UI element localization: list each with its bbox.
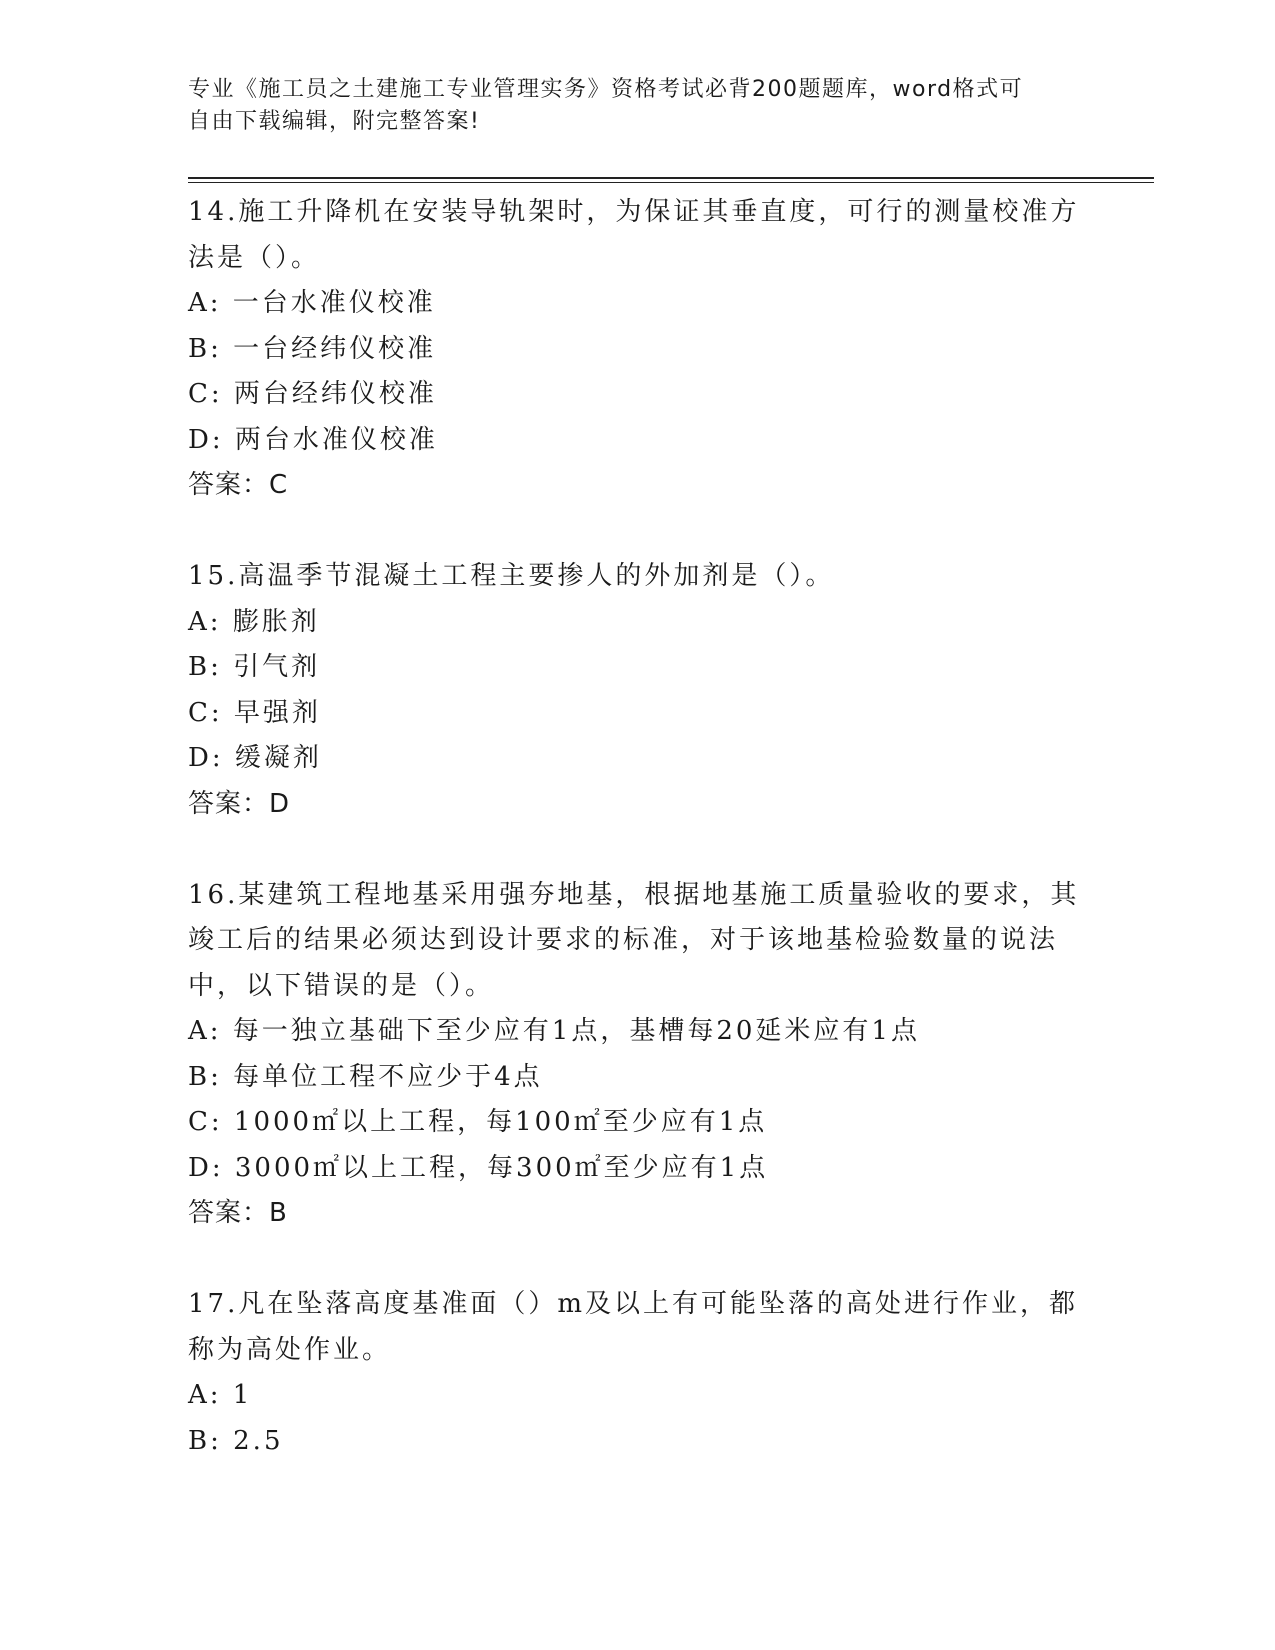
question-list: [188, 190, 1088, 1464]
question-16: [188, 873, 1088, 1237]
option-a: A: 膨胀剂: [188, 606, 320, 637]
option-d: D: 两台水准仪校准: [188, 424, 438, 455]
option-b: B: 引气剂: [188, 652, 321, 682]
question-stem-line: 竣工后的结果必须达到设计要求的标准，对于该地基检验数量的说法: [188, 925, 1059, 955]
question-stem-line: 17.凡在坠落高度基准面（）m及以上有可能坠落的高处进行作业，都: [188, 1289, 1079, 1319]
option-d: D: 3000㎡以上工程，每300㎡至少应有1点: [188, 1152, 769, 1183]
answer-line: 答案：D: [188, 788, 291, 819]
question-stem-line: 16.某建筑工程地基采用强夯地基，根据地基施工质量验收的要求，其: [188, 879, 1080, 910]
option-a: A: 一台水准仪校准: [188, 288, 436, 318]
question-14: [188, 190, 1088, 509]
option-c: C: 1000㎡以上工程，每100㎡至少应有1点: [188, 1107, 768, 1137]
option-b: B: 每单位工程不应少于4点: [188, 1061, 543, 1092]
option-b: B: 2.5: [188, 1425, 284, 1456]
option-a: A: 每一独立基础下至少应有1点，基槽每20延米应有1点: [188, 1016, 920, 1046]
option-b: B: 一台经纬仪校准: [188, 333, 437, 364]
question-15: [188, 554, 1088, 827]
document-header: [188, 74, 1088, 138]
spacer: [188, 827, 1088, 873]
header-line-2: 自由下载编辑，附完整答案!: [188, 109, 481, 134]
spacer: [188, 509, 1088, 555]
question-17: [188, 1282, 1088, 1464]
answer-line: 答案：B: [188, 1198, 288, 1228]
option-a: A: 1: [188, 1380, 253, 1410]
option-c: C: 两台经纬仪校准: [188, 379, 437, 409]
option-d: D: 缓凝剂: [188, 743, 322, 773]
header-divider-thick: [188, 177, 1154, 179]
header-line-1: 专业《施工员之土建施工专业管理实务》资格考试必背200题题库，word格式可: [188, 77, 1024, 102]
question-stem-line: 称为高处作业。: [188, 1334, 392, 1365]
question-stem-line: 15.高温季节混凝土工程主要掺人的外加剂是（）。: [188, 561, 835, 591]
question-stem-line: 法是（）。: [188, 242, 321, 273]
spacer: [188, 1237, 1088, 1283]
answer-line: 答案：C: [188, 470, 289, 500]
question-stem-line: 14.施工升降机在安装导轨架时，为保证其垂直度，可行的测量校准方: [188, 197, 1080, 227]
question-stem-line: 中，以下错误的是（）。: [188, 970, 495, 1001]
option-c: C: 早强剂: [188, 697, 321, 728]
header-divider-thin: [188, 182, 1154, 183]
